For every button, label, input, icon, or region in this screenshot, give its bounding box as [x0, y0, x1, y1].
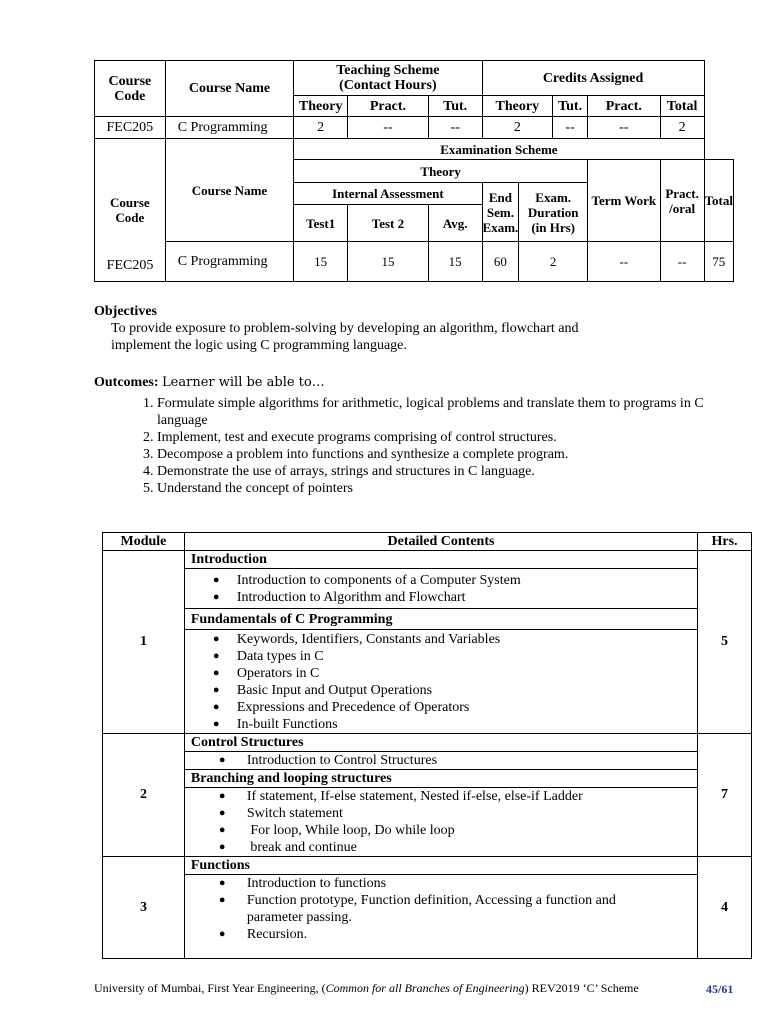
header-cr-tut: Tut.	[553, 96, 588, 117]
module-2-section-1-list	[191, 752, 697, 769]
header-ts-theory: Theory	[294, 96, 348, 117]
footer-text-c: ) REV2019 ‘C’ Scheme	[524, 981, 639, 995]
cell-practoral: --	[660, 242, 704, 282]
outcomes-intro: Learner will be able to…	[162, 375, 325, 390]
cell-endsem: 60	[482, 242, 519, 282]
header-avg: Avg.	[428, 205, 482, 242]
cell-ts-pract: --	[348, 117, 429, 139]
cell-avg: 15	[428, 242, 482, 282]
list-item: ● Introduction to Control Structures	[191, 752, 697, 769]
header-test1: Test1	[294, 205, 348, 242]
header-internal-assessment: Internal Assessment	[294, 183, 482, 205]
header-end-sem: End Sem. Exam.	[482, 183, 519, 242]
header-test2: Test 2	[348, 205, 429, 242]
outcomes-section	[94, 374, 714, 497]
cell-test1: 15	[294, 242, 348, 282]
cell-ts-tut: --	[428, 117, 482, 139]
module-hours: 5	[698, 551, 752, 734]
objectives-line-1: To provide exposure to problem-solving by developing an algorithm, flowchart and	[111, 321, 579, 336]
header-detailed-contents: Detailed Contents	[184, 533, 697, 551]
cell-cr-theory: 2	[482, 117, 553, 139]
cell-test2: 15	[348, 242, 429, 282]
list-item: ● Recursion.	[191, 926, 667, 943]
module-3-section-1-list	[191, 875, 697, 943]
module-3-section-title: Functions	[190, 858, 250, 873]
header-hrs: Hrs.	[698, 533, 752, 551]
outcome-item: 5. Understand the concept of pointers	[157, 480, 714, 497]
page-footer	[94, 981, 754, 996]
list-item: ● If statement, If-else statement, Nested if-else, else-if Ladder	[191, 788, 697, 805]
modules-table	[102, 532, 752, 959]
footer-text-a: University of Mumbai, First Year Engineering, (	[94, 981, 326, 995]
list-item: ● Introduction to Algorithm and Flowchart	[191, 589, 697, 606]
list-item: ● Expressions and Precedence of Operators	[191, 699, 697, 716]
module-2-section-title: Control Structures	[190, 735, 304, 750]
header-course-name-2: Course Name	[165, 139, 294, 242]
list-item: ● For loop, While loop, Do while loop	[191, 822, 697, 839]
cell-cr-tut: --	[553, 117, 588, 139]
cell-exam-total: 75	[704, 242, 733, 282]
list-item: ● Function prototype, Function definition, Accessing a function and parameter passing.	[191, 892, 667, 926]
header-course-code-2: Course Code	[95, 139, 166, 282]
module-hours: 7	[698, 734, 752, 857]
list-item: ● In-built Functions	[191, 716, 697, 733]
cell-ts-theory: 2	[294, 117, 348, 139]
header-course-code: Course Code	[95, 61, 166, 117]
cell-duration: 2	[519, 242, 588, 282]
module-number: 3	[103, 857, 185, 959]
list-item: ● Basic Input and Output Operations	[191, 682, 697, 699]
cell-course-name: C Programming	[165, 117, 294, 139]
cell-termwork: --	[588, 242, 661, 282]
cell-course-code: FEC205	[95, 117, 166, 139]
list-item: ● Switch statement	[191, 805, 697, 822]
list-item: ● Operators in C	[191, 665, 697, 682]
module-1-section-title: Introduction	[190, 552, 267, 567]
header-term-work: Term Work	[588, 160, 661, 242]
header-course-name: Course Name	[165, 61, 294, 117]
page-number: 45/61	[706, 982, 734, 996]
header-cr-pract: Pract.	[588, 96, 661, 117]
header-exam-total: Total	[704, 160, 733, 242]
outcome-item: 1. Formulate simple algorithms for arithmetic, logical problems and translate them to programs in C language	[157, 395, 714, 429]
outcomes-heading: Outcomes:	[94, 375, 159, 390]
exam-course-code: FEC205	[106, 258, 154, 273]
cell-exam-course-name: C Programming	[165, 242, 294, 282]
header-exam-theory: Theory	[294, 160, 588, 183]
list-item: ● Keywords, Identifiers, Constants and Variables	[191, 631, 697, 648]
header-exam-duration: Exam. Duration (in Hrs)	[519, 183, 588, 242]
header-teaching-scheme: Teaching Scheme (Contact Hours)	[294, 61, 482, 96]
list-item: ● break and continue	[191, 839, 697, 856]
outcome-item: 2. Implement, test and execute programs comprising of control structures.	[157, 429, 714, 446]
header-exam-scheme: Examination Scheme	[294, 139, 704, 160]
header-cr-total: Total	[660, 96, 704, 117]
cell-cr-total: 2	[660, 117, 704, 139]
objectives-heading: Objectives	[94, 304, 157, 319]
list-item: ● Introduction to functions	[191, 875, 667, 892]
outcome-item: 3. Decompose a problem into functions and synthesize a complete program.	[157, 446, 714, 463]
outcome-item: 4. Demonstrate the use of arrays, strings and structures in C language.	[157, 463, 714, 480]
cell-cr-pract: --	[588, 117, 661, 139]
header-module: Module	[103, 533, 185, 551]
outcomes-list	[94, 395, 714, 497]
module-hours: 4	[698, 857, 752, 959]
list-item: ● Data types in C	[191, 648, 697, 665]
module-2-section-2-list	[191, 788, 697, 856]
header-pract-oral: Pract. /oral	[660, 160, 704, 242]
module-number: 1	[103, 551, 185, 734]
header-cr-theory: Theory	[482, 96, 553, 117]
module-1-section-1-list	[191, 572, 697, 606]
module-number: 2	[103, 734, 185, 857]
header-credits-assigned: Credits Assigned	[482, 61, 704, 96]
header-ts-pract: Pract.	[348, 96, 429, 117]
module-2-section-title: Branching and looping structures	[190, 771, 392, 786]
objectives-section	[94, 304, 694, 354]
footer-text-italic: Common for all Branches of Engineering	[325, 981, 525, 995]
module-1-section-2-list	[191, 631, 697, 733]
list-item: ● Introduction to components of a Computer System	[191, 572, 697, 589]
header-ts-tut: Tut.	[428, 96, 482, 117]
course-scheme-table	[94, 60, 734, 282]
objectives-line-2: implement the logic using C programming language.	[111, 338, 407, 353]
module-1-section-title: Fundamentals of C Programming	[190, 611, 393, 627]
